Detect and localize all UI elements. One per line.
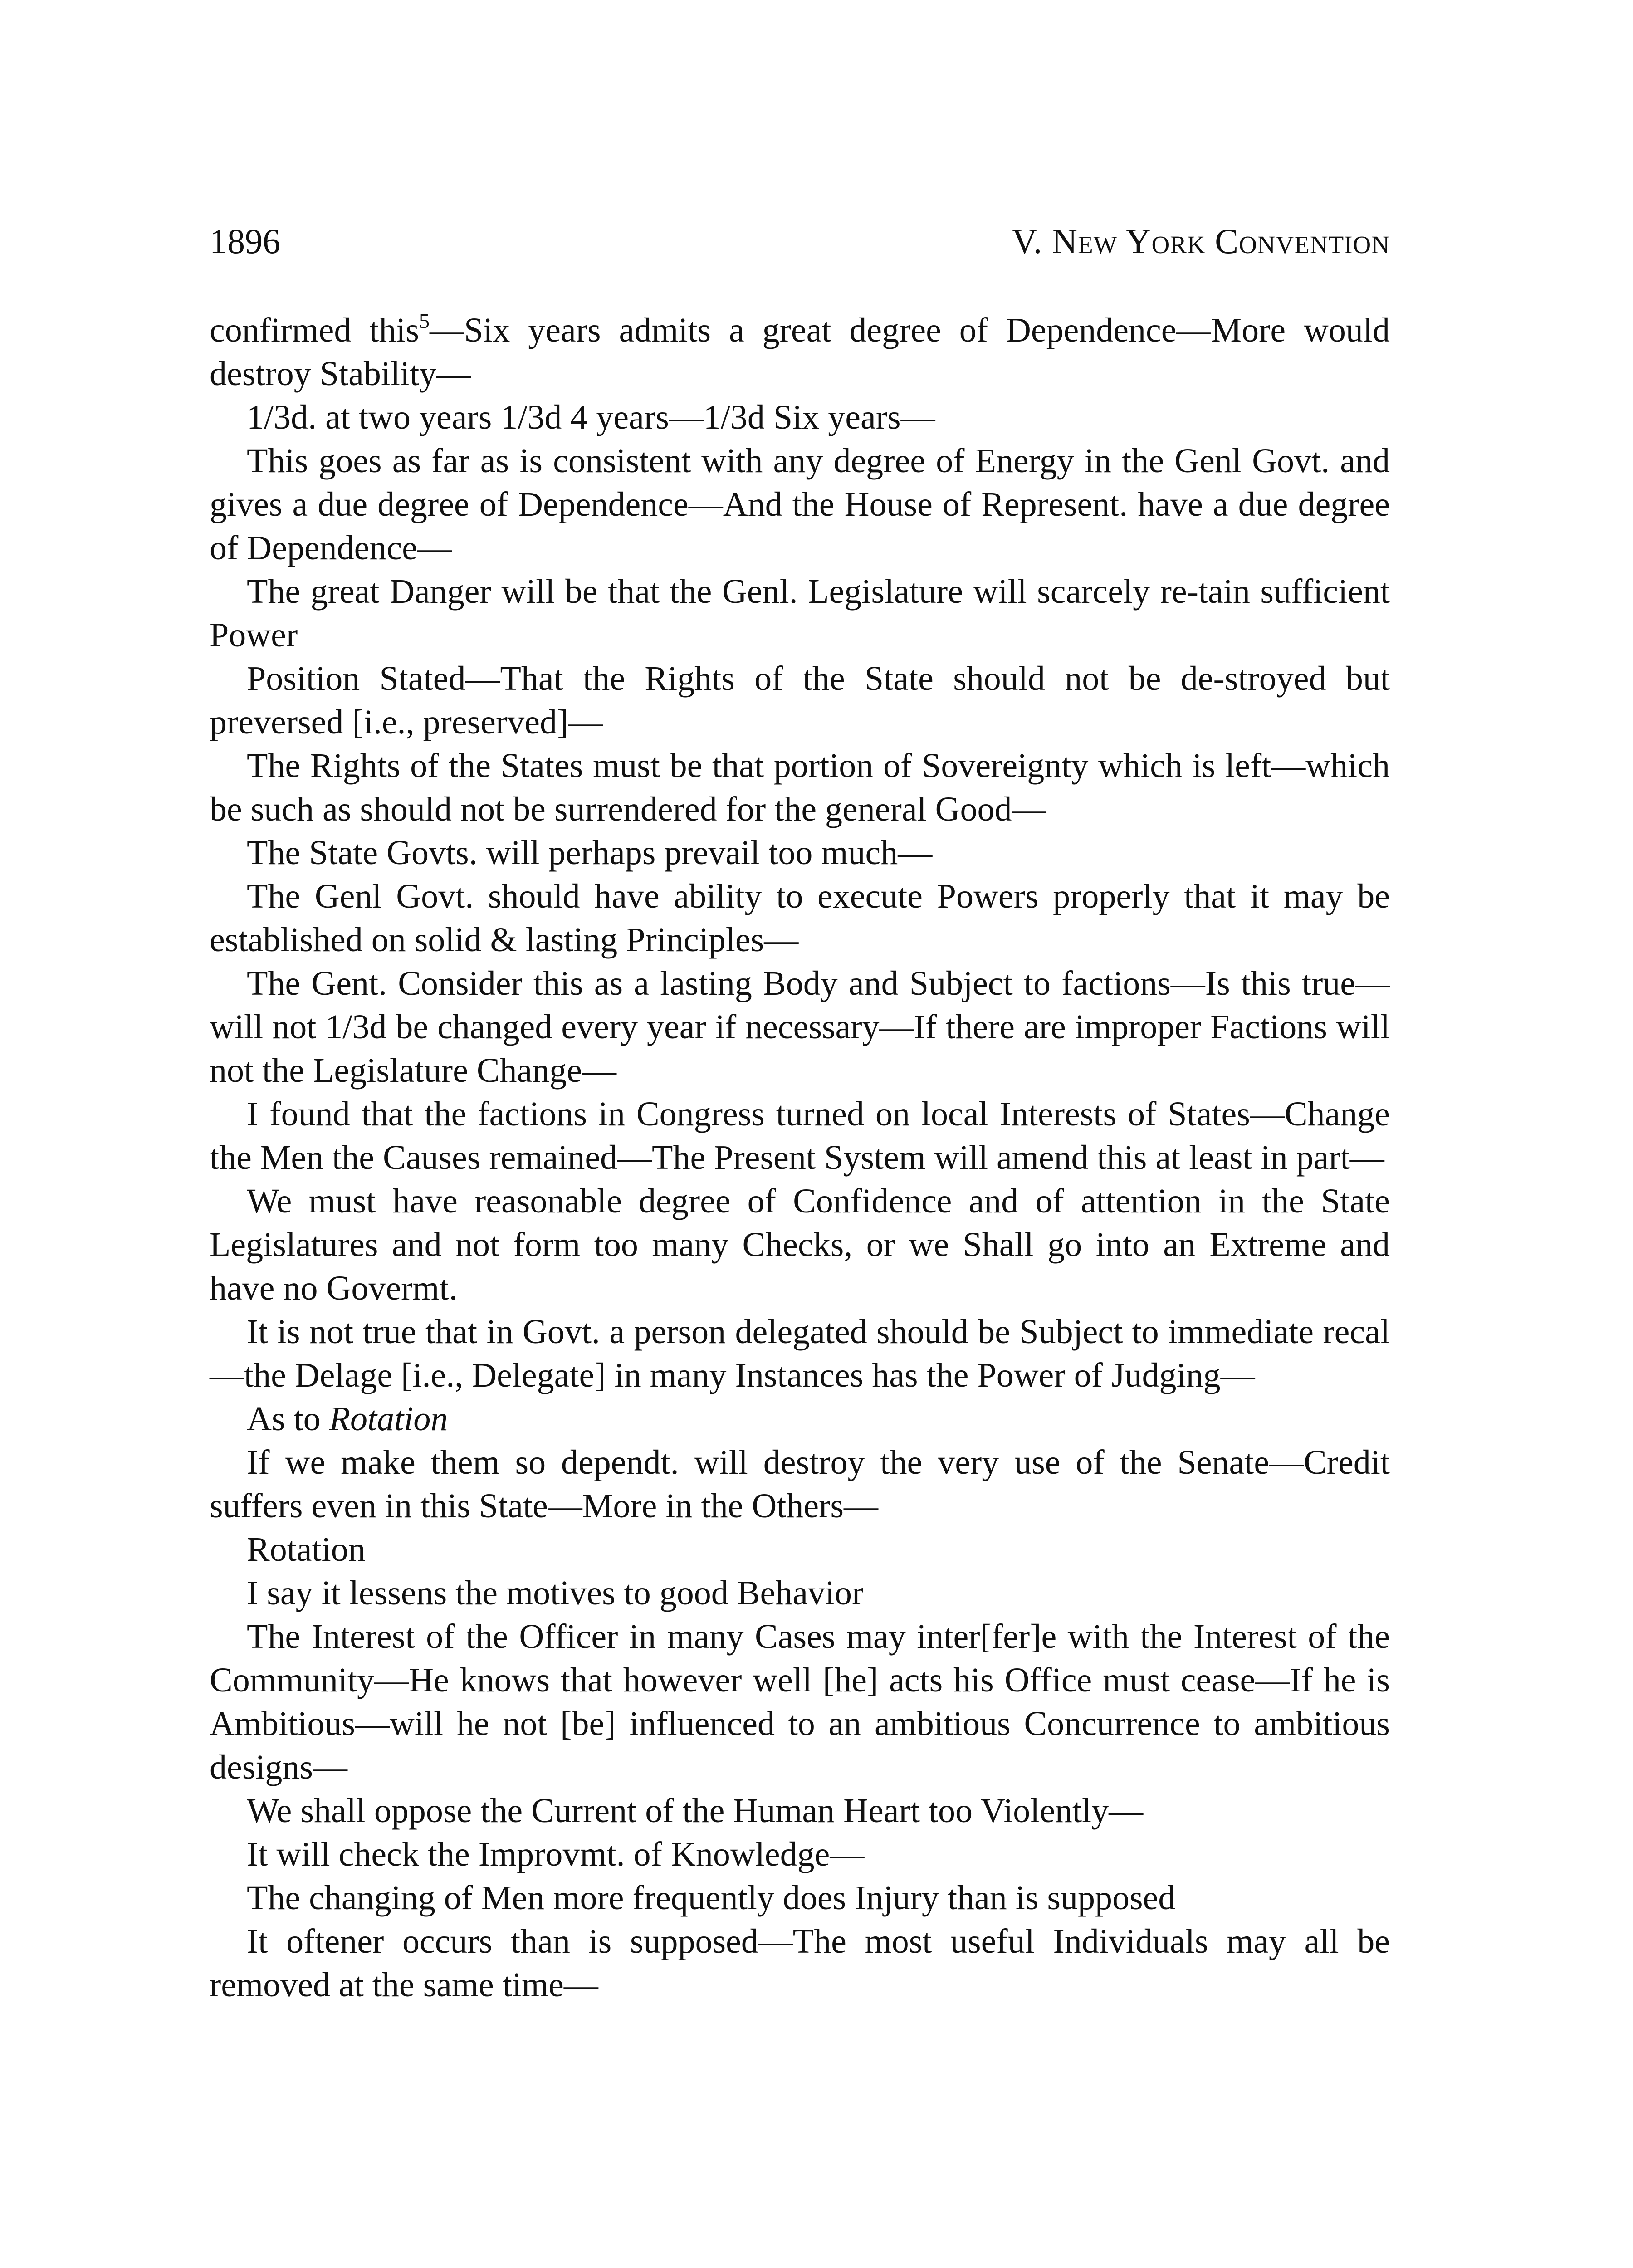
- page-number: 1896: [210, 221, 280, 261]
- paragraph-text: —Six years admits a great degree of Dependence—More would destroy Stability—: [210, 311, 1390, 393]
- running-head: [210, 219, 1390, 264]
- paragraph: Position Stated—That the Rights of the State should not be de-stroyed but preversed [i.e., preserved]—: [210, 660, 1390, 741]
- paragraph: It will check the Improvmt. of Knowledge—: [247, 1835, 865, 1873]
- paragraph: It oftener occurs than is supposed—The most useful Individuals may all be removed at the same time—: [210, 1922, 1390, 2004]
- paragraph: The Genl Govt. should have ability to execute Powers properly that it may be established on solid & lasting Principles—: [210, 877, 1390, 959]
- paragraph: We must have reasonable degree of Confidence and of attention in the State Legislatures and not form too many Checks, or we Shall go into an Extreme and have no Govermt.: [210, 1182, 1390, 1307]
- paragraph: This goes as far as is consistent with any degree of Energy in the Genl Govt. and gives a due degree of Dependence—And the House of Represent. have a due degree of Dependence—: [210, 442, 1390, 567]
- body-text: [210, 308, 1390, 2007]
- paragraph: The State Govts. will perhaps prevail too much—: [247, 834, 933, 872]
- paragraph: The Gent. Consider this as a lasting Body and Subject to factions—Is this true—will not 1/3d be changed every year if necessary—If there are improper Factions will not the Legislature Change—: [210, 964, 1390, 1090]
- paragraph: The Interest of the Officer in many Cases may inter[fer]e with the Interest of the Community—He knows that however well [he] acts his Office must cease—If he is Ambitious—will he not [be] influenced to an ambitious Concurrence to ambitious designs—: [210, 1618, 1390, 1786]
- running-title: V. New York Convention: [1012, 221, 1390, 261]
- paragraph: The Rights of the States must be that portion of Sovereignty which is left—which be such as should not be surrendered for the general Good—: [210, 747, 1390, 828]
- italic-term: Rotation: [329, 1400, 448, 1438]
- paragraph: The changing of Men more frequently does Injury than is supposed: [247, 1879, 1176, 1917]
- paragraph: If we make them so dependt. will destroy the very use of the Senate—Credit suffers even in this State—More in the Others—: [210, 1443, 1390, 1525]
- paragraph: I say it lessens the motives to good Behavior: [247, 1574, 864, 1612]
- paragraph: We shall oppose the Current of the Human Heart too Violently—: [247, 1792, 1144, 1830]
- footnote-reference: 5: [419, 309, 430, 332]
- paragraph: It is not true that in Govt. a person delegated should be Subject to immediate recal—the Delage [i.e., Delegate] in many Instances has the Power of Judging—: [210, 1313, 1390, 1394]
- paragraph: I found that the factions in Congress turned on local Interests of States—Change the Men the Causes remained—The Present System will amend this at least in part—: [210, 1095, 1390, 1177]
- paragraph: 1/3d. at two years 1/3d 4 years—1/3d Six years—: [247, 398, 935, 436]
- paragraph-text: As to: [247, 1400, 329, 1438]
- paragraph: Rotation: [247, 1530, 366, 1569]
- paragraph-text: confirmed this: [210, 311, 419, 349]
- paragraph: The great Danger will be that the Genl. Legislature will scarcely re-tain sufficient Power: [210, 572, 1390, 654]
- paragraph: [210, 308, 1390, 396]
- paragraph: [210, 1397, 1390, 1441]
